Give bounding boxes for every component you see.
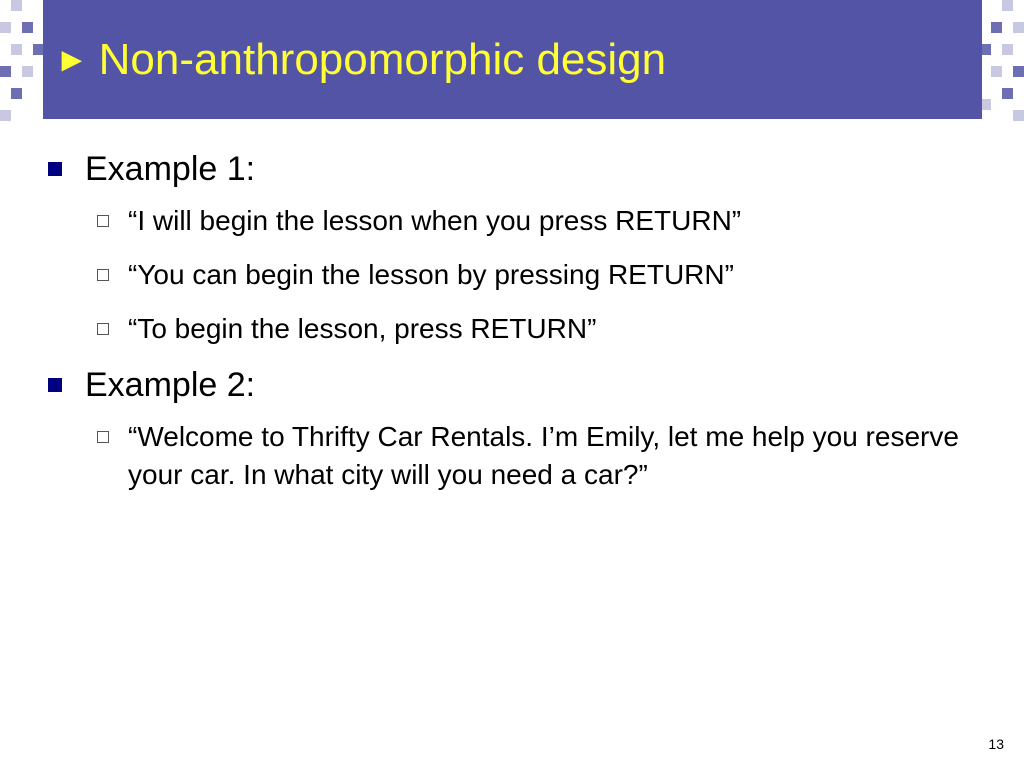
bullet-example-2	[48, 362, 978, 408]
corner-decoration-left	[0, 0, 44, 122]
sub-bullet-text: “To begin the lesson, press RETURN”	[128, 313, 597, 344]
bullet-heading: Example 2:	[85, 366, 256, 404]
square-bullet-icon	[48, 162, 62, 176]
bullet-heading: Example 1:	[85, 150, 256, 188]
hollow-square-bullet-icon	[97, 323, 109, 335]
slide-body	[48, 146, 978, 494]
hollow-square-bullet-icon	[97, 269, 109, 281]
sub-bullet-item	[48, 310, 978, 348]
corner-decoration-right	[980, 0, 1024, 122]
hollow-square-bullet-icon	[97, 215, 109, 227]
sub-bullet-text: “You can begin the lesson by pressing RETURN”	[128, 259, 734, 290]
page-number: 13	[988, 736, 1004, 752]
slide-title	[55, 34, 666, 86]
title-arrow-icon: ►	[55, 41, 89, 79]
hollow-square-bullet-icon	[97, 431, 109, 443]
square-bullet-icon	[48, 378, 62, 392]
sub-bullet-item	[48, 256, 978, 294]
slide-title-text: Non-anthropomorphic design	[98, 35, 667, 84]
bullet-example-1	[48, 146, 978, 192]
sub-bullet-item	[48, 202, 978, 240]
title-bar	[43, 0, 982, 119]
sub-bullet-item	[48, 418, 968, 494]
sub-bullet-text: “I will begin the lesson when you press RETURN”	[128, 205, 742, 236]
sub-bullet-text: “Welcome to Thrifty Car Rentals. I’m Emily, let me help you reserve your car. In what city will you need a car?”	[128, 421, 959, 490]
